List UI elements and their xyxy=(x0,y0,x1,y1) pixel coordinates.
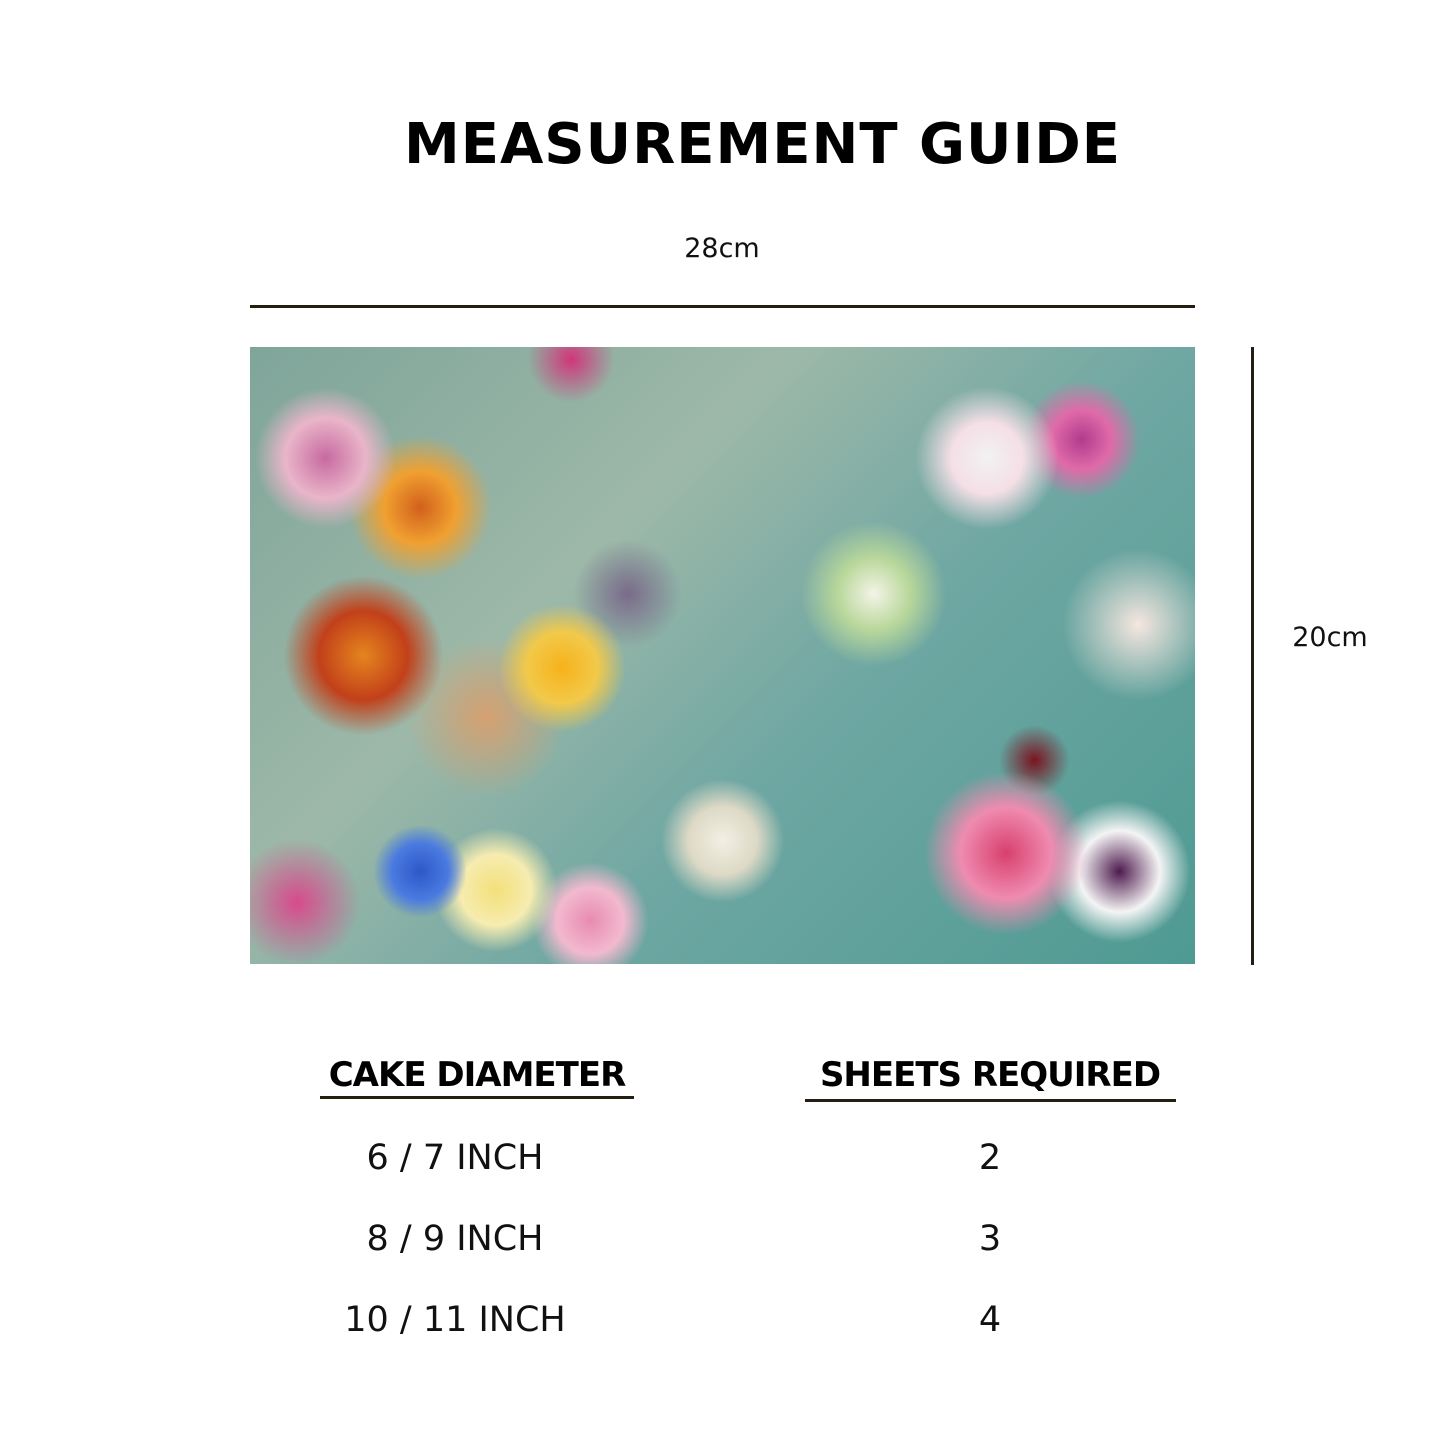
header-underline xyxy=(805,1099,1176,1102)
header-underline xyxy=(320,1096,634,1099)
sheets-cell: 2 xyxy=(978,1138,1002,1178)
header-sheets-required: SHEETS REQUIRED xyxy=(819,1055,1161,1095)
floral-sheet-image xyxy=(250,347,1195,964)
height-measure-line xyxy=(1251,347,1254,965)
height-label: 20cm xyxy=(1292,622,1368,653)
diameter-cell: 6 / 7 INCH xyxy=(366,1138,544,1178)
header-cake-diameter: CAKE DIAMETER xyxy=(328,1055,626,1095)
width-measure-line xyxy=(250,305,1195,308)
page-title: MEASUREMENT GUIDE xyxy=(403,112,1122,177)
diameter-cell: 8 / 9 INCH xyxy=(366,1219,544,1259)
sheets-cell: 3 xyxy=(978,1219,1002,1259)
diameter-cell: 10 / 11 INCH xyxy=(344,1300,566,1340)
width-label: 28cm xyxy=(684,233,760,264)
sheets-cell: 4 xyxy=(978,1300,1002,1340)
